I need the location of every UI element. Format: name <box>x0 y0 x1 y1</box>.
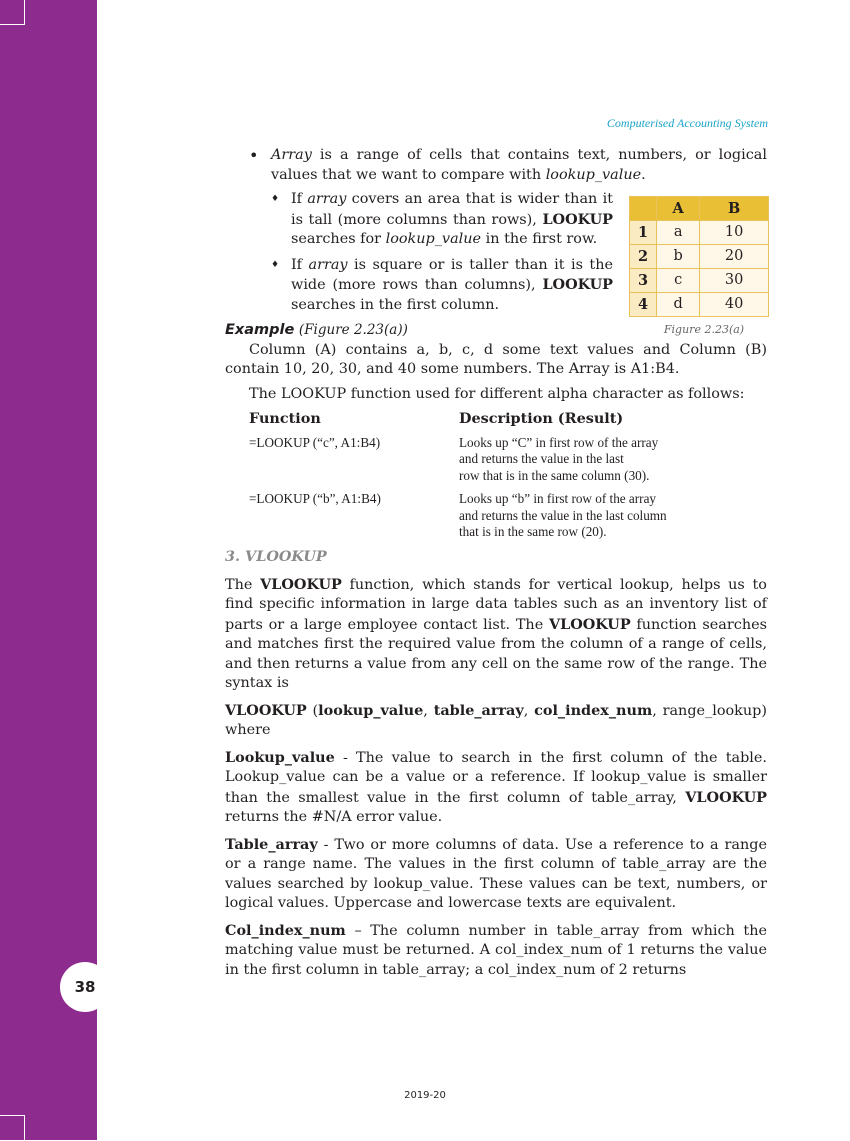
header-function: Function <box>249 410 321 427</box>
definition-text: - The value to search in the first column of the table. Lookup_value can be a value or a reference. If lookup_value is smaller than the smallest value in the first column of table_array, <box>225 749 767 806</box>
sub-text: is square or is taller than it is the wide (more rows than columns), <box>291 256 613 293</box>
diamond-bullet-icon: ♦ <box>271 259 280 270</box>
term-array: Array <box>271 147 312 163</box>
grid-cell: 10 <box>700 221 769 245</box>
keyword-lookup: LOOKUP <box>542 276 613 293</box>
sub-text: covers an area that is wider than it is tall (more columns than rows), <box>291 191 613 228</box>
syntax-punct: , <box>423 702 434 719</box>
page-content <box>225 146 767 987</box>
function-formula: =LOOKUP (“b”, A1:B4) <box>249 490 381 506</box>
grid-row <box>630 221 769 245</box>
running-header: Computerised Accounting System <box>606 116 768 130</box>
footer-year: 2019-20 <box>404 1090 446 1101</box>
syntax-arg: table_array <box>433 701 524 719</box>
example-paragraph-1: Column (A) contains a, b, c, d some text values and Column (B) contain 10, 20, 30, and 40 some numbers. The Array is A1:B4. <box>225 341 767 377</box>
crop-mark-top <box>0 0 25 25</box>
grid-cell: 20 <box>700 245 769 269</box>
grid-cell: b <box>657 245 700 269</box>
example-label: Example <box>225 322 295 338</box>
array-text: is a range of cells that contains text, numbers, or logical values that we want to compare with <box>271 147 767 183</box>
term-lookup-value: Lookup_value <box>225 748 335 766</box>
description-line: that is in the same row (20). <box>459 524 607 540</box>
grid-cell: d <box>657 293 700 317</box>
col-index-num-definition <box>225 921 767 981</box>
grid-cell: a <box>657 221 700 245</box>
sub-text: searches in the first column. <box>291 296 500 313</box>
function-formula: =LOOKUP (“c”, A1:B4) <box>249 434 381 450</box>
lookup-value-definition <box>225 748 767 828</box>
term-lookup-value: lookup_value <box>385 231 482 247</box>
keyword-vlookup: VLOOKUP <box>685 788 767 806</box>
lookup-grid <box>629 196 769 317</box>
sub-text: If <box>291 256 309 273</box>
function-description <box>459 435 767 485</box>
function-row <box>249 491 767 541</box>
bullet-dot-icon: • <box>249 146 259 165</box>
vlookup-intro <box>225 575 767 694</box>
grid-row-header: 2 <box>630 245 657 269</box>
sub-bullet-wide <box>225 190 613 250</box>
grid-row-header: 4 <box>630 293 657 317</box>
term-array: array <box>307 191 347 207</box>
table-array-definition <box>225 835 767 914</box>
function-table <box>249 409 767 541</box>
description-line: Looks up “C” in first row of the array <box>459 434 659 450</box>
keyword-lookup: LOOKUP <box>542 210 613 228</box>
sub-bullet-list <box>225 190 613 315</box>
intro-text: function searches and matches first the required value from the column of a range of cells, and then returns a value from any cell on the same row of the range. The syntax is <box>225 616 767 692</box>
syntax-arg: lookup_value <box>318 701 424 719</box>
example-figure-ref: (Figure 2.23(a)) <box>298 322 408 338</box>
term-array: array <box>308 256 348 273</box>
keyword-vlookup: VLOOKUP <box>548 615 631 633</box>
grid-row-header: 3 <box>630 269 657 293</box>
example-paragraph-2: The LOOKUP function used for different alpha character as follows: <box>249 385 745 402</box>
description-line: and returns the value in the last <box>459 451 624 467</box>
grid-cell: c <box>657 269 700 293</box>
header-description: Description (Result) <box>459 410 624 427</box>
function-description <box>459 491 767 541</box>
grid-cell: 40 <box>700 293 769 317</box>
term-col-index-num: Col_index_num <box>225 921 346 939</box>
vlookup-syntax <box>225 701 767 741</box>
diamond-bullet-icon: ♦ <box>271 194 280 204</box>
definition-text: - Two or more columns of data. Use a reference to a range or a range name. The values in the first column of table_array are the values searched by lookup_value. These values can be text, numbers, or logical values. Uppercase and lowercase texts are equivalent. <box>225 836 767 912</box>
function-table-header <box>249 409 767 429</box>
sub-text: searches for <box>291 231 386 247</box>
grid-row-header: 1 <box>630 221 657 245</box>
keyword-vlookup: VLOOKUP <box>260 575 342 593</box>
array-bullet <box>225 146 767 185</box>
intro-text: The <box>225 576 261 593</box>
grid-row <box>630 293 769 317</box>
description-line: and returns the value in the last column <box>459 507 667 523</box>
grid-col-header: A <box>657 197 700 221</box>
array-text-end: . <box>641 166 646 183</box>
term-lookup-value: lookup_value <box>545 166 642 183</box>
description-line: Looks up “b” in first row of the array <box>459 490 657 506</box>
grid-header-row <box>630 197 769 221</box>
grid-row <box>630 269 769 293</box>
grid-cell: 30 <box>700 269 769 293</box>
syntax-punct: , <box>523 702 535 719</box>
grid-corner <box>630 197 657 221</box>
syntax-punct: ( <box>306 702 319 719</box>
grid-row <box>630 245 769 269</box>
page-number: 38 <box>60 962 110 1012</box>
definition-text: returns the #N/A error value. <box>225 809 443 826</box>
sub-text: If <box>291 191 308 207</box>
intro-text: function, which stands for vertical lookup, helps us to find specific information in large data tables such as an inventory list of parts or a large employee contact list. The <box>225 576 767 633</box>
description-line: row that is in the same column (30). <box>459 468 650 484</box>
sub-bullet-tall <box>225 256 613 316</box>
sub-text: in the first row. <box>481 231 598 247</box>
crop-mark-bottom <box>0 1115 25 1141</box>
syntax-arg: col_index_num <box>534 701 653 719</box>
figure-caption: Figure 2.23(a) <box>663 323 745 336</box>
function-row <box>249 435 767 485</box>
section-heading-vlookup: 3. VLOOKUP <box>225 548 327 566</box>
figure-2-23a <box>629 196 769 340</box>
term-table-array: Table_array <box>225 835 318 853</box>
syntax-tail: , range_lookup) where <box>225 702 767 739</box>
definition-text: – The column number in table_array from which the matching value must be returned. A col_index_num of 1 returns the value in the first column in table_array; a col_index_num of 2 returns <box>225 922 767 978</box>
grid-col-header: B <box>700 197 769 221</box>
keyword-vlookup: VLOOKUP <box>225 701 307 719</box>
